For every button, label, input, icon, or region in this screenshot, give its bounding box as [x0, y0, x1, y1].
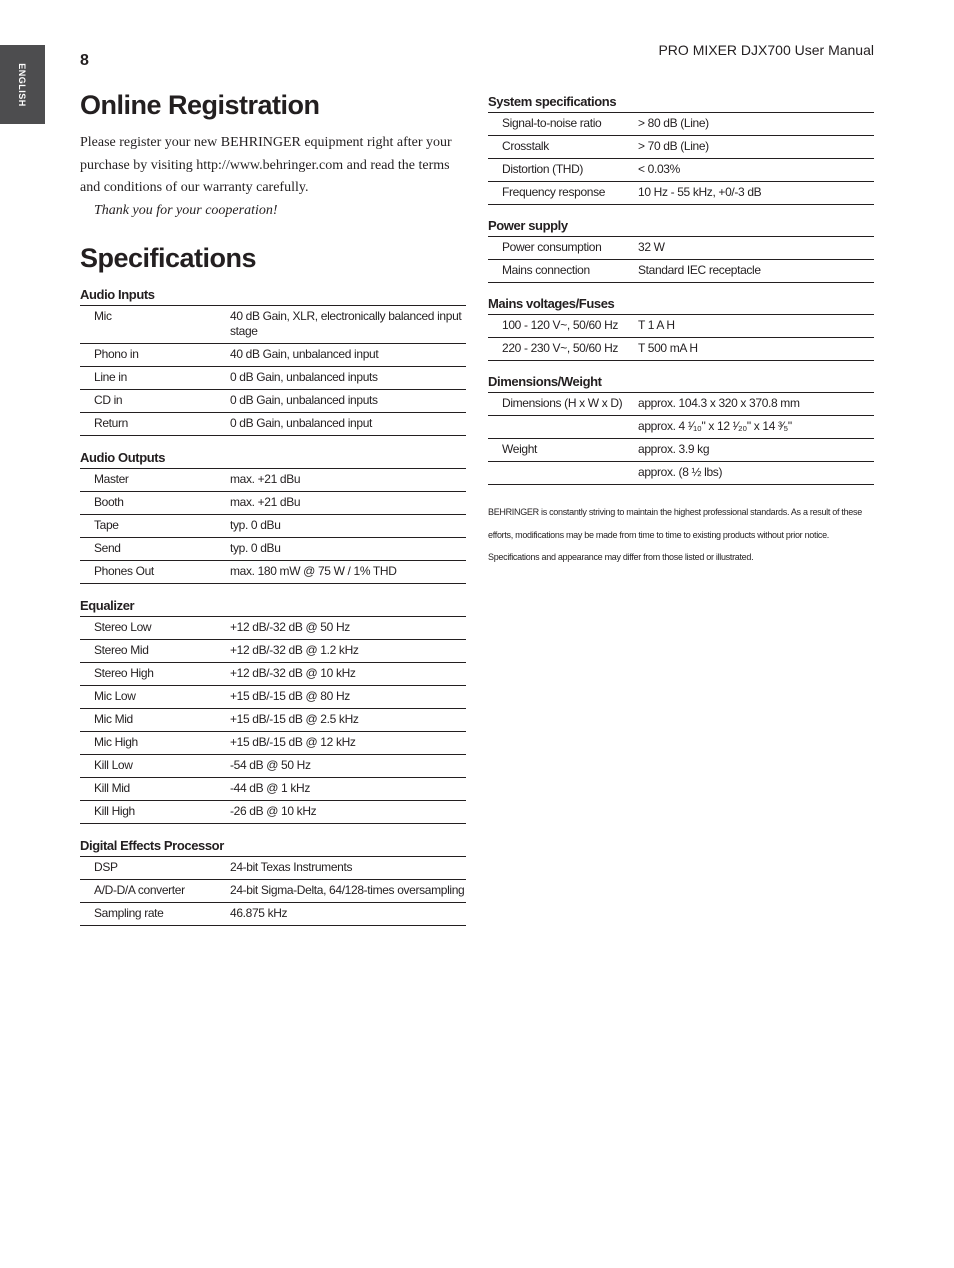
spec-section-heading: Equalizer [80, 597, 466, 617]
spec-row [80, 469, 466, 492]
spec-label: CD in [94, 392, 123, 407]
spec-value: approx. (8 ½ lbs) [638, 465, 723, 479]
spec-row [80, 778, 466, 801]
spec-label: 220 - 230 V~, 50/60 Hz [502, 341, 619, 355]
spec-value: +12 dB/-32 dB @ 10 kHz [230, 665, 356, 680]
spec-section-power-supply [488, 217, 874, 283]
spec-value: -26 dB @ 10 kHz [230, 803, 317, 818]
spec-row [80, 732, 466, 755]
spec-label: Master [94, 471, 129, 486]
spec-label: Signal-to-noise ratio [502, 116, 602, 130]
spec-row [80, 857, 466, 880]
spec-value: approx. 104.3 x 320 x 370.8 mm [638, 396, 800, 410]
page-number: 8 [80, 52, 89, 69]
spec-value: 46.875 kHz [230, 905, 288, 920]
spec-value: max. +21 dBu [230, 471, 301, 486]
spec-row [80, 617, 466, 640]
spec-label: Line in [94, 369, 127, 384]
spec-value: +12 dB/-32 dB @ 1.2 kHz [230, 642, 359, 657]
spec-label: Frequency response [502, 185, 606, 199]
spec-label: Crosstalk [502, 139, 549, 153]
spec-row [488, 159, 874, 182]
spec-value: max. 180 mW @ 75 W / 1% THD [230, 563, 397, 578]
registration-thanks: Thank you for your cooperation! [94, 202, 278, 218]
spec-row [80, 515, 466, 538]
spec-row [488, 113, 874, 136]
spec-label: Mic [94, 308, 112, 323]
right-column [488, 93, 874, 569]
spec-section-equalizer [80, 597, 466, 824]
spec-value: approx. 3.9 kg [638, 442, 710, 456]
spec-label: Kill High [94, 803, 135, 818]
spec-row [488, 237, 874, 260]
spec-label: Kill Mid [94, 780, 130, 795]
spec-row [488, 416, 874, 439]
spec-value: -44 dB @ 1 kHz [230, 780, 310, 795]
spec-value: 32 W [638, 240, 665, 254]
spec-label: Stereo Low [94, 619, 152, 634]
spec-row [80, 561, 466, 584]
spec-section-mains-voltages-fuses [488, 295, 874, 361]
spec-value: +15 dB/-15 dB @ 2.5 kHz [230, 711, 359, 726]
spec-label: Booth [94, 494, 124, 509]
spec-row [80, 640, 466, 663]
spec-value: 0 dB Gain, unbalanced inputs [230, 369, 378, 384]
spec-label [502, 419, 638, 434]
spec-section-digital-effects-processor [80, 837, 466, 926]
spec-value: +12 dB/-32 dB @ 50 Hz [230, 619, 350, 634]
spec-value: 40 dB Gain, XLR, electronically balanced input stage [230, 308, 462, 338]
disclaimer: BEHRINGER is constantly striving to maintain the highest professional standards. As a result of these efforts, modifications may be made from time to time to existing products without prior notice. Specifications and appearance may differ from those listed or illustrated. [488, 507, 862, 562]
spec-label: Stereo Mid [94, 642, 149, 657]
registration-text: Please register your new BEHRINGER equipment right after your purchase by visiting http://www.behringer.com and read the terms and conditions of our warranty carefully. [80, 135, 452, 195]
spec-value: typ. 0 dBu [230, 540, 281, 555]
spec-value: > 70 dB (Line) [638, 139, 709, 153]
spec-row [80, 492, 466, 515]
spec-label: Kill Low [94, 757, 133, 772]
spec-value: +15 dB/-15 dB @ 12 kHz [230, 734, 356, 749]
spec-label: Return [94, 415, 128, 430]
spec-label: Phones Out [94, 563, 154, 578]
document-title: PRO MIXER DJX700 User Manual [658, 42, 874, 58]
spec-row [488, 338, 874, 361]
spec-value: 40 dB Gain, unbalanced input [230, 346, 379, 361]
spec-value: T 1 A H [638, 318, 675, 332]
spec-section-heading: Audio Outputs [80, 449, 466, 469]
spec-section-heading: Power supply [488, 217, 874, 237]
language-tab [0, 45, 45, 124]
spec-section-heading: Dimensions/Weight [488, 373, 874, 393]
spec-row [80, 709, 466, 732]
spec-value: typ. 0 dBu [230, 517, 281, 532]
spec-row [488, 393, 874, 416]
spec-section-heading: System specifications [488, 93, 874, 113]
spec-value: 10 Hz - 55 kHz, +0/-3 dB [638, 185, 762, 199]
spec-section-heading: Digital Effects Processor [80, 837, 466, 857]
spec-row [80, 306, 466, 344]
spec-label: Tape [94, 517, 119, 532]
spec-row [80, 755, 466, 778]
spec-row [488, 315, 874, 338]
spec-value: -54 dB @ 50 Hz [230, 757, 311, 772]
spec-label: Phono in [94, 346, 139, 361]
registration-heading: Online Registration [80, 90, 320, 120]
spec-row [80, 367, 466, 390]
spec-label: DSP [94, 859, 118, 874]
spec-label: Sampling rate [94, 905, 164, 920]
spec-section-audio-outputs [80, 449, 466, 584]
spec-row [80, 413, 466, 436]
spec-section-dimensions-weight [488, 373, 874, 485]
spec-row [80, 344, 466, 367]
spec-value: approx. 4 ¹⁄₁₀" x 12 ¹⁄₂₀" x 14 ³⁄₅" [638, 419, 792, 433]
spec-row [80, 538, 466, 561]
spec-value: 0 dB Gain, unbalanced input [230, 415, 372, 430]
spec-row [80, 903, 466, 926]
spec-label: Weight [502, 442, 538, 456]
spec-label [502, 465, 638, 480]
spec-row [488, 260, 874, 283]
spec-row [488, 136, 874, 159]
spec-label: Mic Mid [94, 711, 133, 726]
spec-label: Mic High [94, 734, 138, 749]
spec-section-heading: Audio Inputs [80, 286, 466, 306]
left-spec-sections [80, 286, 466, 926]
spec-section-audio-inputs [80, 286, 466, 436]
spec-label: Mains connection [502, 263, 590, 277]
spec-value: < 0.03% [638, 162, 680, 176]
spec-value: Standard IEC receptacle [638, 263, 761, 277]
spec-value: > 80 dB (Line) [638, 116, 709, 130]
spec-label: Distortion (THD) [502, 162, 584, 176]
spec-value: T 500 mA H [638, 341, 698, 355]
spec-label: Power consumption [502, 240, 602, 254]
spec-row [80, 390, 466, 413]
spec-label: Mic Low [94, 688, 136, 703]
spec-section-heading: Mains voltages/Fuses [488, 295, 874, 315]
spec-row [488, 182, 874, 205]
spec-row [80, 880, 466, 903]
spec-value: 24-bit Texas Instruments [230, 859, 353, 874]
spec-label: Stereo High [94, 665, 154, 680]
language-label: ENGLISH [17, 63, 27, 107]
spec-value: +15 dB/-15 dB @ 80 Hz [230, 688, 350, 703]
spec-row [488, 439, 874, 462]
spec-row [80, 686, 466, 709]
spec-row [80, 801, 466, 824]
spec-label: A/D-D/A converter [94, 882, 185, 897]
spec-row [488, 462, 874, 485]
spec-section-system-specifications [488, 93, 874, 205]
spec-label: 100 - 120 V~, 50/60 Hz [502, 318, 619, 332]
spec-row [80, 663, 466, 686]
spec-value: 0 dB Gain, unbalanced inputs [230, 392, 378, 407]
spec-value: max. +21 dBu [230, 494, 301, 509]
right-spec-sections [488, 93, 874, 485]
spec-label: Send [94, 540, 121, 555]
spec-value: 24-bit Sigma-Delta, 64/128-times oversampling [230, 882, 465, 897]
left-column [80, 88, 466, 926]
specifications-heading: Specifications [80, 242, 257, 273]
spec-label: Dimensions (H x W x D) [502, 396, 623, 410]
